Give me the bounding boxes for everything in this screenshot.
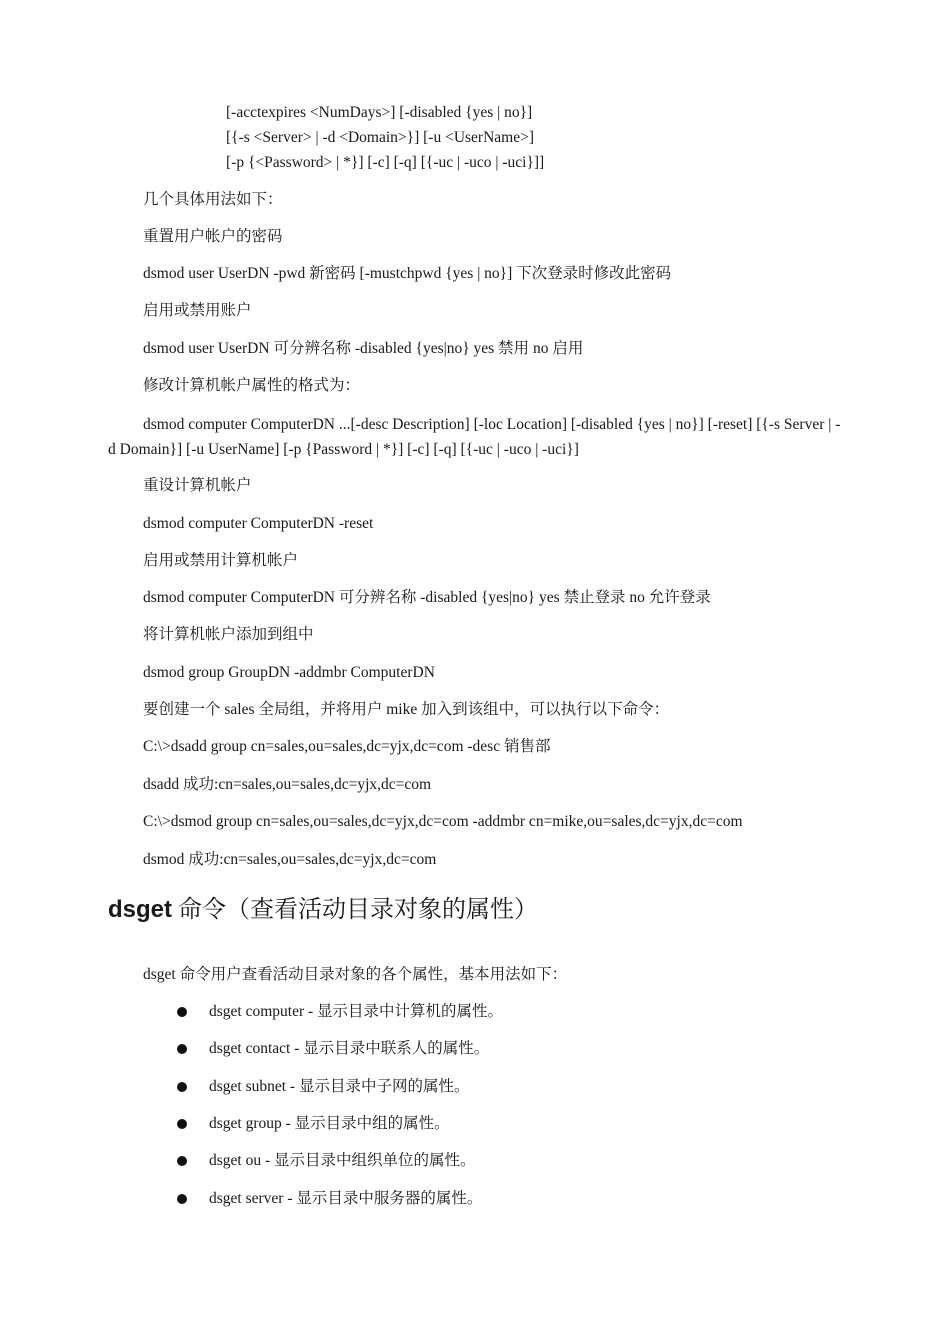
section-heading: [108, 895, 538, 925]
list-item: dsget subnet - 显示目录中子网的属性。: [209, 1078, 470, 1095]
paragraph: 修改计算机帐户属性的格式为：: [143, 377, 361, 394]
paragraph: 将计算机帐户添加到组中: [143, 626, 314, 643]
heading-keyword: dsget: [108, 896, 173, 923]
list-item: dsget contact - 显示目录中联系人的属性。: [209, 1040, 490, 1057]
paragraph: dsmod user UserDN -pwd 新密码 [-mustchpwd {yes | no}] 下次登录时修改此密码: [143, 265, 672, 282]
syntax-line: [-p {<Password> | *}] [-c] [-q] [{-uc | -uco | -uci}]]: [226, 154, 545, 171]
paragraph: 重置用户帐户的密码: [143, 228, 283, 245]
list-item: dsget computer - 显示目录中计算机的属性。: [209, 1003, 504, 1020]
list-item: dsget server - 显示目录中服务器的属性。: [209, 1190, 483, 1207]
bullet-icon: [177, 1082, 187, 1092]
list-item: dsget group - 显示目录中组的属性。: [209, 1115, 450, 1132]
paragraph: C:\>dsmod group cn=sales,ou=sales,dc=yjx,dc=com -addmbr cn=mike,ou=sales,dc=yjx,dc=com: [143, 813, 743, 830]
heading-text: 命令（查看活动目录对象的属性）: [172, 897, 539, 923]
syntax-line: [-acctexpires <NumDays>] [-disabled {yes | no}]: [226, 104, 533, 121]
syntax-line: [{-s <Server> | -d <Domain>}] [-u <UserName>]: [226, 129, 535, 146]
bullet-icon: [177, 1044, 187, 1054]
paragraph: 启用或禁用账户: [143, 302, 252, 319]
bullet-icon: [177, 1007, 187, 1017]
paragraph: dsmod group GroupDN -addmbr ComputerDN: [143, 664, 435, 681]
bullet-icon: [177, 1194, 187, 1204]
paragraph: C:\>dsadd group cn=sales,ou=sales,dc=yjx,dc=com -desc 销售部: [143, 738, 551, 755]
paragraph: 几个具体用法如下：: [143, 191, 283, 208]
paragraph: dsmod computer ComputerDN 可分辨名称 -disabled {yes|no} yes 禁止登录 no 允许登录: [143, 589, 711, 606]
paragraph: dsmod computer ComputerDN -reset: [143, 515, 374, 532]
paragraph: 重设计算机帐户: [143, 477, 252, 494]
paragraph: dsadd 成功:cn=sales,ou=sales,dc=yjx,dc=com: [143, 776, 432, 793]
bullet-icon: [177, 1119, 187, 1129]
paragraph: dsmod 成功:cn=sales,ou=sales,dc=yjx,dc=com: [143, 851, 437, 868]
intro-paragraph: dsget 命令用户查看活动目录对象的各个属性，基本用法如下：: [143, 966, 568, 983]
bullet-icon: [177, 1156, 187, 1166]
paragraph-wrapped: dsmod computer ComputerDN ...[-desc Description] [-loc Location] [-disabled {yes | no}] [-reset] [{-s Server | -d Domain}] [-u UserName] [-p {Password | *}] [-c] [-q] [{-uc | -uco | -uci}]: [108, 416, 841, 458]
paragraph: 启用或禁用计算机帐户: [143, 552, 299, 569]
paragraph: 要创建一个 sales 全局组，并将用户 mike 加入到该组中，可以执行以下命令：: [143, 701, 670, 718]
paragraph: dsmod user UserDN 可分辨名称 -disabled {yes|no} yes 禁用 no 启用: [143, 340, 584, 357]
list-item: dsget ou - 显示目录中组织单位的属性。: [209, 1152, 476, 1169]
